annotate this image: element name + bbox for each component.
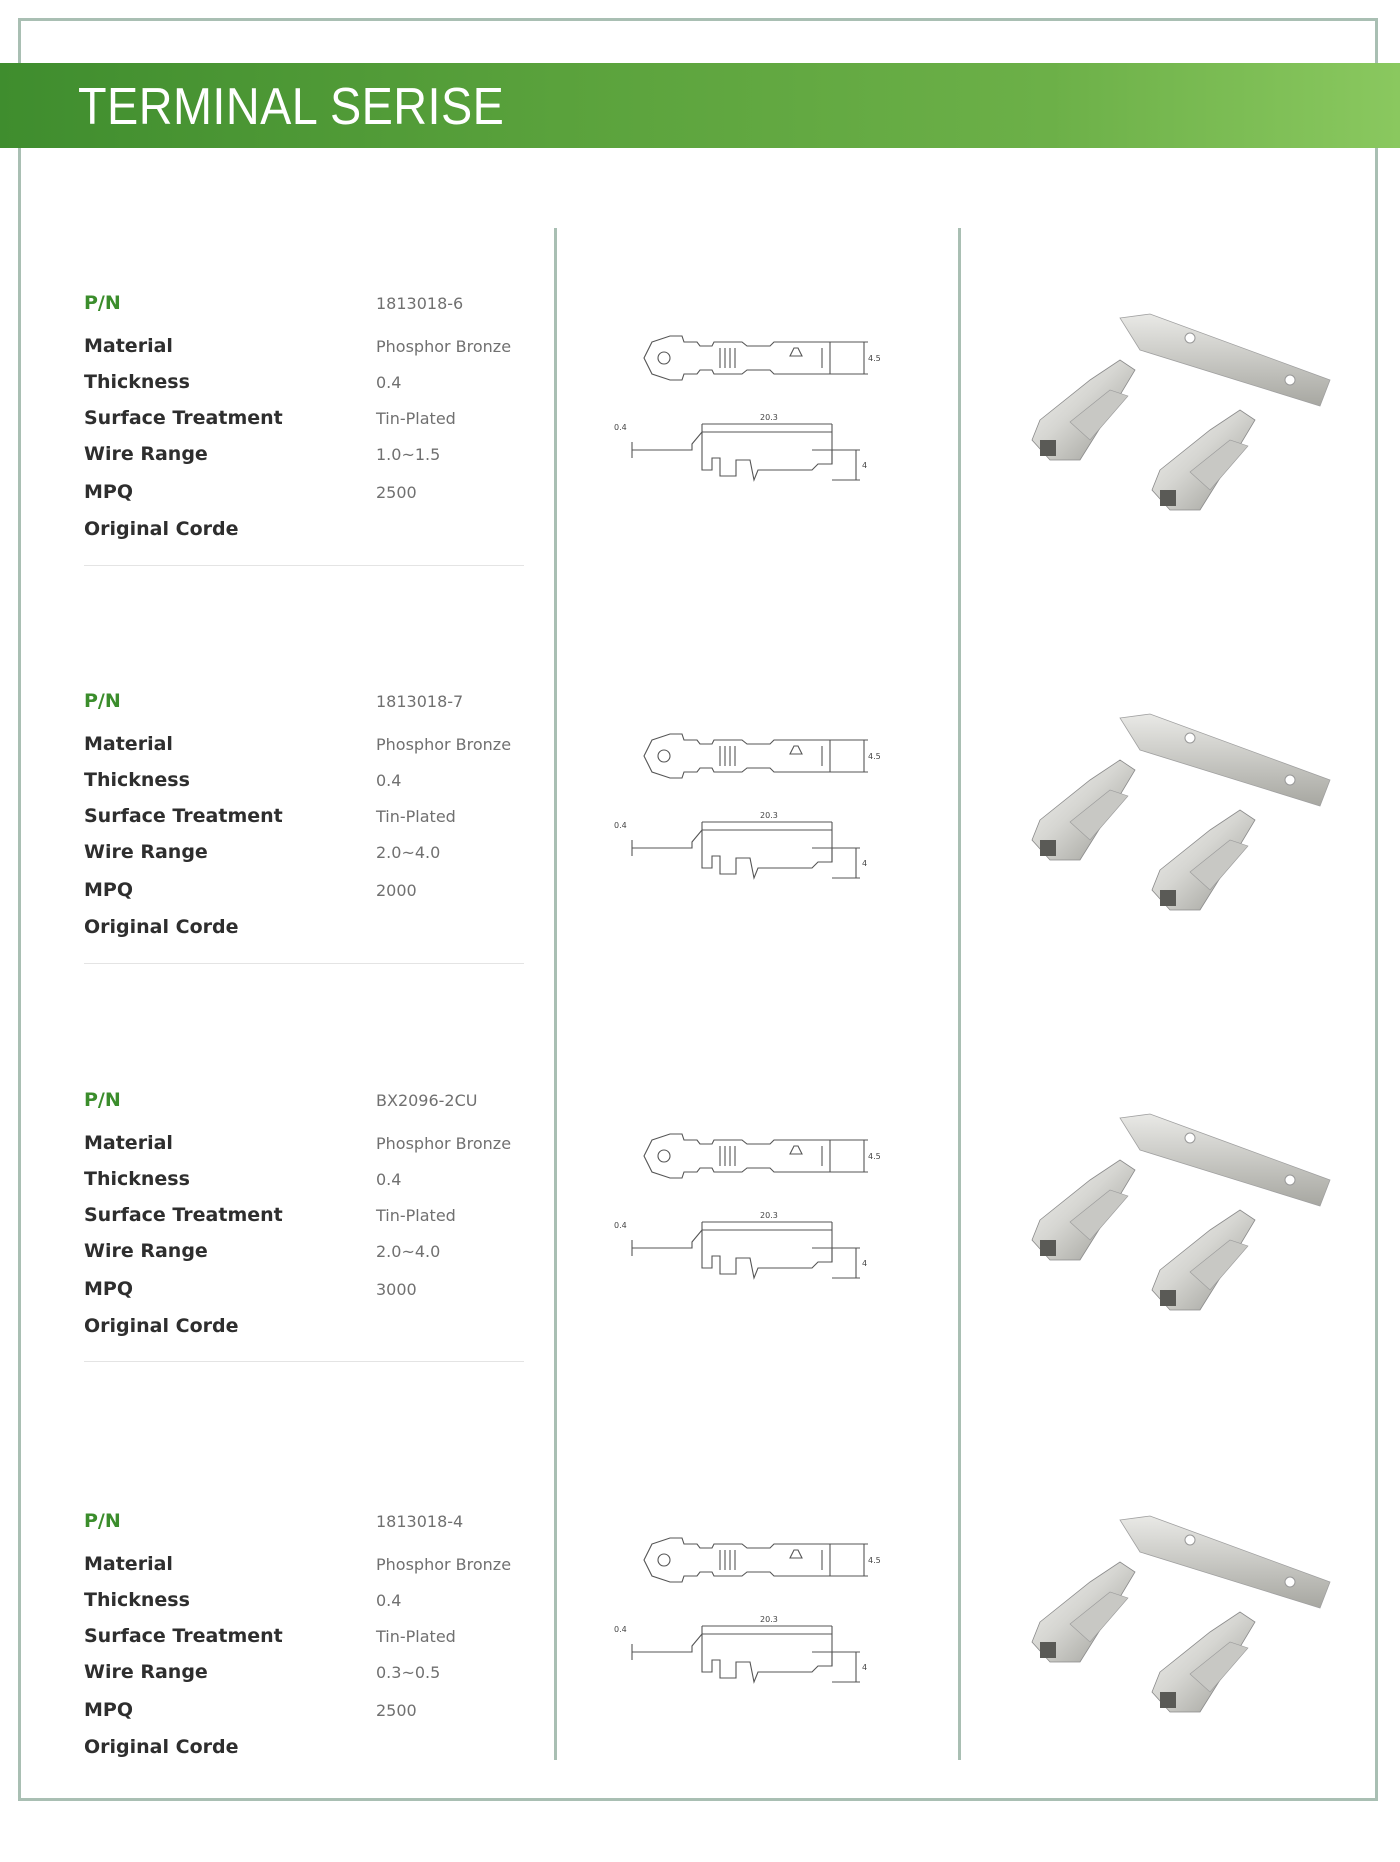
spec-row-material: [84, 1553, 524, 1583]
wire-range-label: Wire Range: [84, 443, 208, 465]
terminal-drawing-icon: [612, 1118, 932, 1318]
spec-row-pn: [84, 1510, 524, 1540]
wire-range-value: 0.3~0.5: [376, 1663, 441, 1682]
surface-value: Tin-Plated: [376, 409, 456, 428]
material-value: Phosphor Bronze: [376, 1555, 512, 1574]
spec-row-original-code: [84, 1736, 524, 1766]
terminal-drawing-icon: [612, 320, 932, 520]
surface-value: Tin-Plated: [376, 1206, 456, 1225]
dim-length-label: 20.3: [760, 1615, 778, 1624]
dim-height-label: 4: [862, 1663, 868, 1672]
spec-row-surface: [84, 407, 524, 437]
spec-divider: [84, 565, 524, 566]
wire-range-label: Wire Range: [84, 1240, 208, 1262]
material-value: Phosphor Bronze: [376, 337, 512, 356]
wire-range-label: Wire Range: [84, 1661, 208, 1683]
spec-row-surface: [84, 805, 524, 835]
mpq-value: 2500: [376, 1701, 417, 1720]
material-label: Material: [84, 335, 173, 357]
spec-row-surface: [84, 1625, 524, 1655]
spec-block: [84, 690, 524, 950]
spec-row-original-code: [84, 518, 524, 548]
dim-length-label: 20.3: [760, 811, 778, 820]
surface-value: Tin-Plated: [376, 1627, 456, 1646]
material-value: Phosphor Bronze: [376, 735, 512, 754]
thickness-label: Thickness: [84, 769, 190, 791]
dim-height-label: 4: [862, 859, 868, 868]
pn-value: 1813018-6: [376, 294, 464, 313]
mpq-value: 3000: [376, 1280, 417, 1299]
spec-row-original-code: [84, 916, 524, 946]
spec-row-material: [84, 335, 524, 365]
surface-value: Tin-Plated: [376, 807, 456, 826]
original-code-label: Original Corde: [84, 1315, 239, 1337]
dim-thickness-label: 0.4: [614, 423, 627, 432]
pn-label: P/N: [84, 1089, 121, 1111]
original-code-label: Original Corde: [84, 1736, 239, 1758]
mpq-label: MPQ: [84, 879, 133, 901]
wire-range-value: 1.0~1.5: [376, 445, 441, 464]
spec-divider: [84, 1361, 524, 1362]
thickness-value: 0.4: [376, 373, 402, 392]
terminal-photo-icon: [1010, 310, 1340, 520]
spec-block: [84, 1089, 524, 1349]
dim-height-label: 4: [862, 461, 868, 470]
spec-row-thickness: [84, 1168, 524, 1198]
material-label: Material: [84, 1553, 173, 1575]
wire-range-label: Wire Range: [84, 841, 208, 863]
column-divider-right: [958, 228, 961, 1760]
thickness-label: Thickness: [84, 1589, 190, 1611]
surface-label: Surface Treatment: [84, 1625, 283, 1647]
terminal-photo-icon: [1010, 1512, 1340, 1722]
spec-row-thickness: [84, 1589, 524, 1619]
spec-divider: [84, 963, 524, 964]
spec-row-original-code: [84, 1315, 524, 1345]
dim-width-label: 4.5: [868, 354, 881, 363]
mpq-value: 2500: [376, 483, 417, 502]
wire-range-value: 2.0~4.0: [376, 843, 441, 862]
surface-label: Surface Treatment: [84, 407, 283, 429]
spec-row-mpq: [84, 879, 524, 909]
wire-range-value: 2.0~4.0: [376, 1242, 441, 1261]
spec-row-wire-range: [84, 1240, 524, 1270]
material-value: Phosphor Bronze: [376, 1134, 512, 1153]
header-banner: [0, 63, 1400, 148]
spec-row-mpq: [84, 481, 524, 511]
spec-row-material: [84, 1132, 524, 1162]
dim-width-label: 4.5: [868, 1152, 881, 1161]
spec-row-mpq: [84, 1278, 524, 1308]
spec-row-wire-range: [84, 841, 524, 871]
mpq-label: MPQ: [84, 1699, 133, 1721]
spec-row-thickness: [84, 371, 524, 401]
dim-height-label: 4: [862, 1259, 868, 1268]
dim-width-label: 4.5: [868, 752, 881, 761]
spec-row-mpq: [84, 1699, 524, 1729]
surface-label: Surface Treatment: [84, 1204, 283, 1226]
spec-row-surface: [84, 1204, 524, 1234]
surface-label: Surface Treatment: [84, 805, 283, 827]
pn-value: 1813018-7: [376, 692, 464, 711]
spec-row-wire-range: [84, 443, 524, 473]
dim-length-label: 20.3: [760, 413, 778, 422]
dim-thickness-label: 0.4: [614, 821, 627, 830]
original-code-label: Original Corde: [84, 916, 239, 938]
spec-block: [84, 1510, 524, 1770]
mpq-label: MPQ: [84, 481, 133, 503]
mpq-value: 2000: [376, 881, 417, 900]
dim-width-label: 4.5: [868, 1556, 881, 1565]
terminal-photo-icon: [1010, 1110, 1340, 1320]
dim-length-label: 20.3: [760, 1211, 778, 1220]
spec-row-thickness: [84, 769, 524, 799]
thickness-label: Thickness: [84, 371, 190, 393]
thickness-value: 0.4: [376, 1591, 402, 1610]
page-title: TERMINAL SERISE: [78, 78, 505, 136]
terminal-drawing-icon: [612, 718, 932, 918]
thickness-label: Thickness: [84, 1168, 190, 1190]
material-label: Material: [84, 1132, 173, 1154]
pn-value: 1813018-4: [376, 1512, 464, 1531]
spec-row-wire-range: [84, 1661, 524, 1691]
pn-value: BX2096-2CU: [376, 1091, 478, 1110]
thickness-value: 0.4: [376, 771, 402, 790]
pn-label: P/N: [84, 292, 121, 314]
terminal-drawing-icon: [612, 1522, 932, 1722]
spec-block: [84, 292, 524, 552]
original-code-label: Original Corde: [84, 518, 239, 540]
spec-row-pn: [84, 1089, 524, 1119]
pn-label: P/N: [84, 1510, 121, 1532]
spec-row-pn: [84, 690, 524, 720]
material-label: Material: [84, 733, 173, 755]
spec-row-material: [84, 733, 524, 763]
terminal-photo-icon: [1010, 710, 1340, 920]
column-divider-left: [554, 228, 557, 1760]
spec-row-pn: [84, 292, 524, 322]
pn-label: P/N: [84, 690, 121, 712]
dim-thickness-label: 0.4: [614, 1625, 627, 1634]
thickness-value: 0.4: [376, 1170, 402, 1189]
mpq-label: MPQ: [84, 1278, 133, 1300]
dim-thickness-label: 0.4: [614, 1221, 627, 1230]
